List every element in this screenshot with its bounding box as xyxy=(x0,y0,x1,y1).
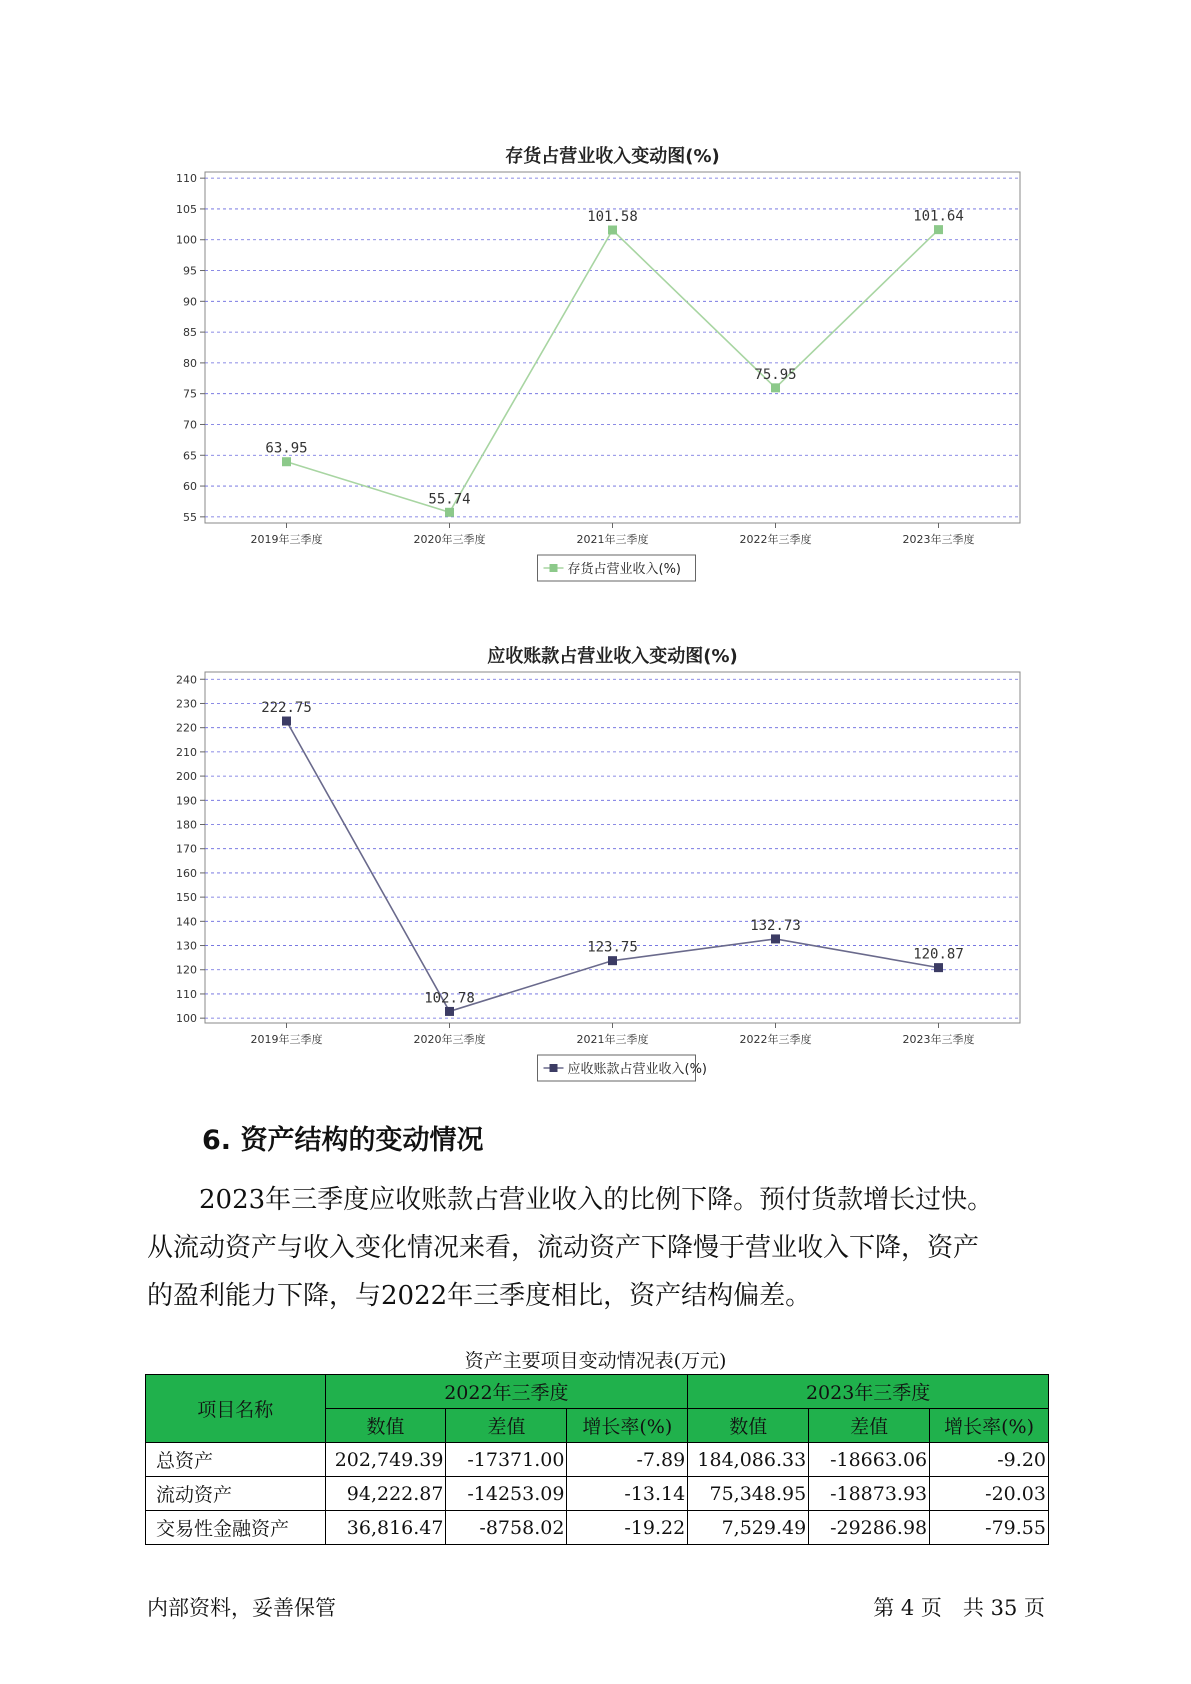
y-tick-label: 190 xyxy=(176,794,197,808)
inventory-ratio-chart-svg xyxy=(0,140,1191,600)
cell: -18873.93 xyxy=(809,1477,930,1511)
y-tick-label: 180 xyxy=(176,818,197,832)
cell: -13.14 xyxy=(567,1477,688,1511)
x-tick-label: 2021年三季度 xyxy=(576,1033,649,1046)
header-item-name: 项目名称 xyxy=(146,1375,326,1443)
data-label: 132.73 xyxy=(750,917,801,934)
y-tick-label: 100 xyxy=(176,1012,197,1026)
y-tick-label: 110 xyxy=(176,172,197,186)
cell: 184,086.33 xyxy=(688,1443,809,1477)
data-point xyxy=(934,963,943,972)
legend-label: 应收账款占营业收入(%) xyxy=(567,1062,707,1077)
table-row xyxy=(146,1511,1049,1545)
y-tick-label: 90 xyxy=(183,295,197,309)
y-tick-label: 55 xyxy=(183,510,197,524)
data-point xyxy=(282,457,291,466)
x-tick-label: 2020年三季度 xyxy=(413,1033,486,1046)
cell: -20.03 xyxy=(930,1477,1049,1511)
y-tick-label: 85 xyxy=(183,326,197,340)
row-name: 总资产 xyxy=(146,1443,326,1477)
y-tick-label: 110 xyxy=(176,987,197,1001)
section-heading: 6. 资产结构的变动情况 xyxy=(202,1125,484,1156)
legend-marker xyxy=(550,1064,558,1072)
data-point xyxy=(771,383,780,392)
cell: 7,529.49 xyxy=(688,1511,809,1545)
cell: 75,348.95 xyxy=(688,1477,809,1511)
y-tick-label: 160 xyxy=(176,866,197,880)
x-tick-label: 2023年三季度 xyxy=(902,1033,975,1046)
paragraph-line: 从流动资产与收入变化情况来看，流动资产下降慢于营业收入下降，资产 xyxy=(147,1233,980,1263)
data-label: 120.87 xyxy=(913,946,964,963)
footer-right: 第 4 页 共 35 页 xyxy=(873,1596,1045,1620)
data-point xyxy=(445,1007,454,1016)
cell: -79.55 xyxy=(930,1511,1049,1545)
cell: 202,749.39 xyxy=(325,1443,446,1477)
x-tick-label: 2019年三季度 xyxy=(250,533,323,546)
cell: -9.20 xyxy=(930,1443,1049,1477)
x-tick-label: 2023年三季度 xyxy=(902,533,975,546)
chart-title: 应收账款占营业收入变动图(%) xyxy=(487,646,738,667)
y-tick-label: 240 xyxy=(176,673,197,687)
cell: -18663.06 xyxy=(809,1443,930,1477)
row-name: 交易性金融资产 xyxy=(146,1511,326,1545)
data-label: 123.75 xyxy=(587,939,638,956)
y-tick-label: 130 xyxy=(176,939,197,953)
cell: 94,222.87 xyxy=(325,1477,446,1511)
header-value: 数值 xyxy=(688,1409,809,1443)
y-tick-label: 100 xyxy=(176,233,197,247)
header-diff: 差值 xyxy=(809,1409,930,1443)
cell: -17371.00 xyxy=(446,1443,567,1477)
cell: -14253.09 xyxy=(446,1477,567,1511)
data-label: 101.58 xyxy=(587,209,638,226)
y-tick-label: 60 xyxy=(183,480,197,494)
footer-left: 内部资料，妥善保管 xyxy=(147,1596,336,1620)
legend-label: 存货占营业收入(%) xyxy=(567,562,681,577)
data-point xyxy=(608,226,617,235)
legend-marker xyxy=(550,564,558,572)
data-point xyxy=(282,717,291,726)
receivables-ratio-chart xyxy=(0,640,1191,1100)
cell: -7.89 xyxy=(567,1443,688,1477)
paragraph-line: 的盈利能力下降，与2022年三季度相比，资产结构偏差。 xyxy=(147,1281,812,1311)
header-period-2022: 2022年三季度 xyxy=(325,1375,688,1409)
table-title: 资产主要项目变动情况表(万元) xyxy=(464,1350,727,1372)
data-label: 55.74 xyxy=(428,491,471,508)
x-tick-label: 2022年三季度 xyxy=(739,1033,812,1046)
chart-title: 存货占营业收入变动图(%) xyxy=(505,146,720,167)
inventory-ratio-chart xyxy=(0,140,1191,600)
y-tick-label: 70 xyxy=(183,418,197,432)
y-tick-label: 105 xyxy=(176,202,197,216)
data-label: 75.95 xyxy=(754,366,797,383)
y-tick-label: 95 xyxy=(183,264,197,278)
y-tick-label: 220 xyxy=(176,721,197,735)
y-tick-label: 75 xyxy=(183,387,197,401)
receivables-ratio-chart-svg xyxy=(0,640,1191,1100)
y-tick-label: 230 xyxy=(176,697,197,711)
cell: 36,816.47 xyxy=(325,1511,446,1545)
header-diff: 差值 xyxy=(446,1409,567,1443)
table-row xyxy=(146,1443,1049,1477)
y-tick-label: 170 xyxy=(176,842,197,856)
data-label: 63.95 xyxy=(265,440,308,457)
y-tick-label: 210 xyxy=(176,745,197,759)
header-period-2023: 2023年三季度 xyxy=(688,1375,1049,1409)
header-value: 数值 xyxy=(325,1409,446,1443)
assets-table xyxy=(145,1374,1049,1545)
data-point xyxy=(934,225,943,234)
cell: -8758.02 xyxy=(446,1511,567,1545)
y-tick-label: 80 xyxy=(183,356,197,370)
y-tick-label: 150 xyxy=(176,891,197,905)
data-label: 222.75 xyxy=(261,700,312,717)
y-tick-label: 65 xyxy=(183,449,197,463)
x-tick-label: 2022年三季度 xyxy=(739,533,812,546)
cell: -19.22 xyxy=(567,1511,688,1545)
x-tick-label: 2019年三季度 xyxy=(250,1033,323,1046)
header-growth: 增长率(%) xyxy=(567,1409,688,1443)
data-point xyxy=(771,934,780,943)
data-point xyxy=(608,956,617,965)
plot-area xyxy=(205,672,1020,1023)
table-row xyxy=(146,1477,1049,1511)
data-point xyxy=(445,508,454,517)
y-tick-label: 120 xyxy=(176,963,197,977)
y-tick-label: 200 xyxy=(176,770,197,784)
x-tick-label: 2021年三季度 xyxy=(576,533,649,546)
x-tick-label: 2020年三季度 xyxy=(413,533,486,546)
data-label: 101.64 xyxy=(913,208,964,225)
section-paragraph xyxy=(147,1176,1047,1320)
paragraph-line: 2023年三季度应收账款占营业收入的比例下降。预付货款增长过快。 xyxy=(147,1185,994,1215)
data-label: 102.78 xyxy=(424,990,475,1007)
y-tick-label: 140 xyxy=(176,915,197,929)
row-name: 流动资产 xyxy=(146,1477,326,1511)
cell: -29286.98 xyxy=(809,1511,930,1545)
header-growth: 增长率(%) xyxy=(930,1409,1049,1443)
